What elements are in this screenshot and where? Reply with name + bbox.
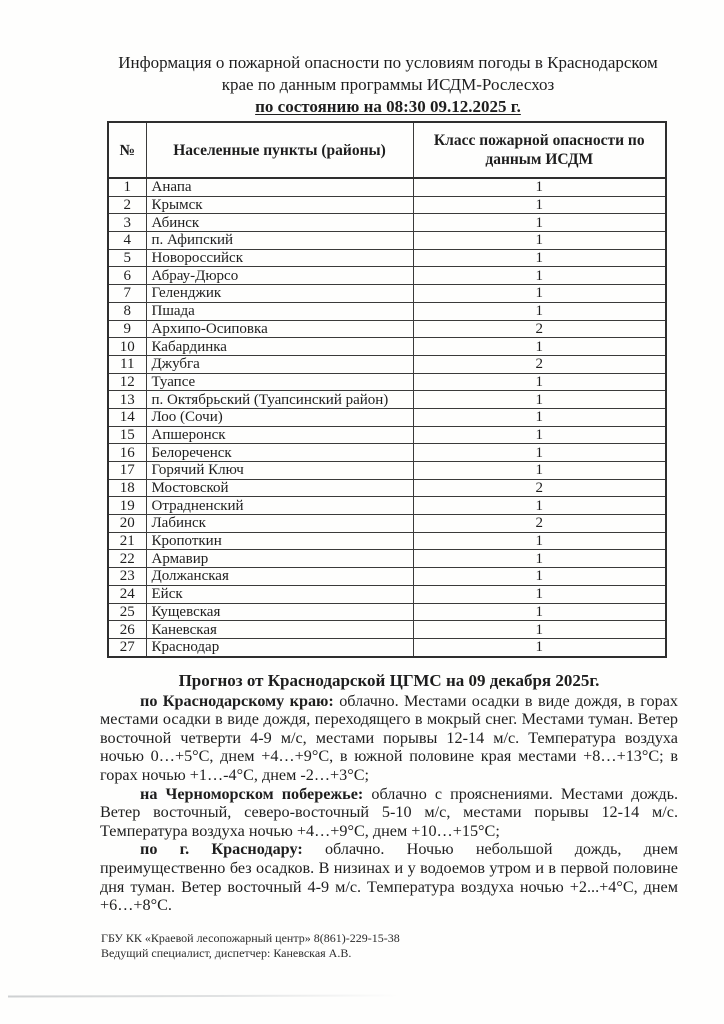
settlement-name: Армавир — [146, 550, 413, 568]
danger-class-value: 1 — [413, 338, 666, 356]
paragraph-text-krai: облачно. Местами осадки в виде дождя, в горах местами осадки в виде дождя, переходящего в мокрый снег. Местами туман. Ветер восточной четверти 4-9 м/с, местами порывы 12-14 м/с. Температура воздуха ночью 0…+5°С, днем +4…+9°С, в южной половине края местами +8…+13°С; в горах ночью +1…-4°С, днем -2…+3°С; — [100, 691, 678, 784]
settlement-name: Лоо (Сочи) — [146, 408, 413, 426]
danger-class-value: 1 — [413, 603, 666, 621]
settlement-name: Абинск — [146, 214, 413, 232]
row-number: 3 — [108, 214, 146, 232]
danger-class-value: 1 — [413, 638, 666, 656]
table-row — [108, 232, 666, 250]
settlement-name: Каневская — [146, 621, 413, 639]
forecast-paragraph-krai — [100, 692, 678, 785]
title-line-2: крае по данным программы ИСДМ-Рослесхоз — [221, 75, 555, 94]
row-number: 22 — [108, 550, 146, 568]
header-settlement: Населенные пункты (районы) — [146, 122, 413, 178]
table-row — [108, 479, 666, 497]
row-number: 8 — [108, 302, 146, 320]
settlement-name: Лабинск — [146, 515, 413, 533]
table-row — [108, 426, 666, 444]
danger-class-value: 1 — [413, 532, 666, 550]
danger-class-value: 1 — [413, 426, 666, 444]
paragraph-lead-city: по г. Краснодару: — [140, 840, 303, 859]
settlement-name: Белореченск — [146, 444, 413, 462]
table-row — [108, 178, 666, 196]
danger-class-value: 1 — [413, 373, 666, 391]
row-number: 26 — [108, 621, 146, 639]
settlement-name: Туапсе — [146, 373, 413, 391]
table-row — [108, 621, 666, 639]
settlement-name: Апшеронск — [146, 426, 413, 444]
settlement-name: п. Октябрьский (Туапсинский район) — [146, 391, 413, 409]
row-number: 13 — [108, 391, 146, 409]
row-number: 1 — [108, 178, 146, 196]
fire-danger-table-body — [108, 178, 666, 657]
danger-class-value: 2 — [413, 355, 666, 373]
row-number: 14 — [108, 408, 146, 426]
table-row — [108, 638, 666, 656]
row-number: 12 — [108, 373, 146, 391]
settlement-name: Краснодар — [146, 638, 413, 656]
table-row — [108, 444, 666, 462]
scan-artifact-line — [8, 994, 400, 997]
table-row — [108, 196, 666, 214]
danger-class-value: 2 — [413, 320, 666, 338]
table-row — [108, 585, 666, 603]
row-number: 23 — [108, 568, 146, 586]
settlement-name: Кропоткин — [146, 532, 413, 550]
table-row — [108, 320, 666, 338]
row-number: 27 — [108, 638, 146, 656]
settlement-name: Крымск — [146, 196, 413, 214]
danger-class-value: 1 — [413, 214, 666, 232]
table-row — [108, 603, 666, 621]
danger-class-value: 1 — [413, 285, 666, 303]
settlement-name: Кущевская — [146, 603, 413, 621]
row-number: 20 — [108, 515, 146, 533]
settlement-name: п. Афипский — [146, 232, 413, 250]
settlement-name: Кабардинка — [146, 338, 413, 356]
row-number: 16 — [108, 444, 146, 462]
row-number: 15 — [108, 426, 146, 444]
table-row — [108, 355, 666, 373]
danger-class-value: 1 — [413, 302, 666, 320]
table-row — [108, 214, 666, 232]
paragraph-text-coast: облачно с прояснениями. Местами дождь. Ветер восточный, северо-восточный 5-10 м/с, местами порывы 12-14 м/с. Температура воздуха ночью +4…+9°С, днем +10…+15°С; — [100, 784, 679, 840]
settlement-name: Новороссийск — [146, 249, 413, 267]
title-line-1: Информация о пожарной опасности по условиям погоды в Краснодарском — [118, 53, 658, 72]
paragraph-text-city: облачно. Ночью небольшой дождь, днем преимущественно без осадков. В низинах и у водоемов утром и в первой половине дня туман. Ветер восточный 4-9 м/с. Температура воздуха ночью +2...+4°С, днем +6…+8°С. — [100, 840, 679, 915]
danger-class-value: 1 — [413, 178, 666, 196]
document-footer — [101, 931, 400, 961]
row-number: 4 — [108, 232, 146, 250]
header-number: № — [108, 122, 146, 178]
forecast-body — [100, 692, 678, 915]
table-row — [108, 408, 666, 426]
danger-class-value: 1 — [413, 444, 666, 462]
danger-class-value: 2 — [413, 515, 666, 533]
paragraph-lead-coast: на Черноморском побережье: — [140, 784, 364, 803]
row-number: 24 — [108, 585, 146, 603]
danger-class-value: 1 — [413, 621, 666, 639]
settlement-name: Ейск — [146, 585, 413, 603]
row-number: 18 — [108, 479, 146, 497]
footer-dispatcher: Ведущий специалист, диспетчер: Каневская А.В. — [101, 946, 352, 960]
table-row — [108, 391, 666, 409]
table-row — [108, 568, 666, 586]
danger-class-value: 1 — [413, 585, 666, 603]
fire-danger-table — [107, 121, 667, 658]
forecast-paragraph-coast — [100, 785, 678, 841]
settlement-name: Архипо-Осиповка — [146, 320, 413, 338]
table-row — [108, 249, 666, 267]
row-number: 5 — [108, 249, 146, 267]
table-row — [108, 373, 666, 391]
settlement-name: Должанская — [146, 568, 413, 586]
row-number: 25 — [108, 603, 146, 621]
table-row — [108, 267, 666, 285]
row-number: 21 — [108, 532, 146, 550]
row-number: 9 — [108, 320, 146, 338]
danger-class-value: 1 — [413, 249, 666, 267]
title-line-status-date: по состоянию на 08:30 09.12.2025 г. — [255, 97, 521, 116]
settlement-name: Абрау-Дюрсо — [146, 267, 413, 285]
table-row — [108, 550, 666, 568]
header-danger-class-text: Класс пожарной опасности по данным ИСДМ — [433, 132, 645, 168]
settlement-name: Анапа — [146, 178, 413, 196]
table-row — [108, 302, 666, 320]
danger-class-value: 1 — [413, 568, 666, 586]
footer-organization-phone: ГБУ КК «Краевой лесопожарный центр» 8(861)-229-15-38 — [101, 931, 400, 945]
row-number: 2 — [108, 196, 146, 214]
row-number: 19 — [108, 497, 146, 515]
forecast-paragraph-city — [100, 840, 678, 914]
row-number: 6 — [108, 267, 146, 285]
document-title — [0, 0, 724, 118]
danger-class-value: 1 — [413, 391, 666, 409]
table-header-row — [108, 122, 666, 178]
paragraph-lead-krai: по Краснодарскому краю: — [140, 691, 334, 710]
row-number: 7 — [108, 285, 146, 303]
danger-class-value: 1 — [413, 196, 666, 214]
danger-class-value: 2 — [413, 479, 666, 497]
table-row — [108, 497, 666, 515]
table-row — [108, 515, 666, 533]
table-row — [108, 532, 666, 550]
row-number: 10 — [108, 338, 146, 356]
row-number: 17 — [108, 462, 146, 480]
settlement-name: Мостовской — [146, 479, 413, 497]
settlement-name: Отрадненский — [146, 497, 413, 515]
settlement-name: Геленджик — [146, 285, 413, 303]
row-number: 11 — [108, 355, 146, 373]
danger-class-value: 1 — [413, 497, 666, 515]
settlement-name: Джубга — [146, 355, 413, 373]
header-danger-class — [413, 122, 666, 178]
danger-class-value: 1 — [413, 550, 666, 568]
danger-class-value: 1 — [413, 267, 666, 285]
table-row — [108, 285, 666, 303]
settlement-name: Горячий Ключ — [146, 462, 413, 480]
settlement-name: Пшада — [146, 302, 413, 320]
table-row — [108, 462, 666, 480]
danger-class-value: 1 — [413, 232, 666, 250]
forecast-heading: Прогноз от Краснодарской ЦГМС на 09 декабря 2025г. — [178, 670, 600, 690]
table-row — [108, 338, 666, 356]
danger-class-value: 1 — [413, 408, 666, 426]
danger-class-value: 1 — [413, 462, 666, 480]
table-header — [108, 122, 666, 178]
